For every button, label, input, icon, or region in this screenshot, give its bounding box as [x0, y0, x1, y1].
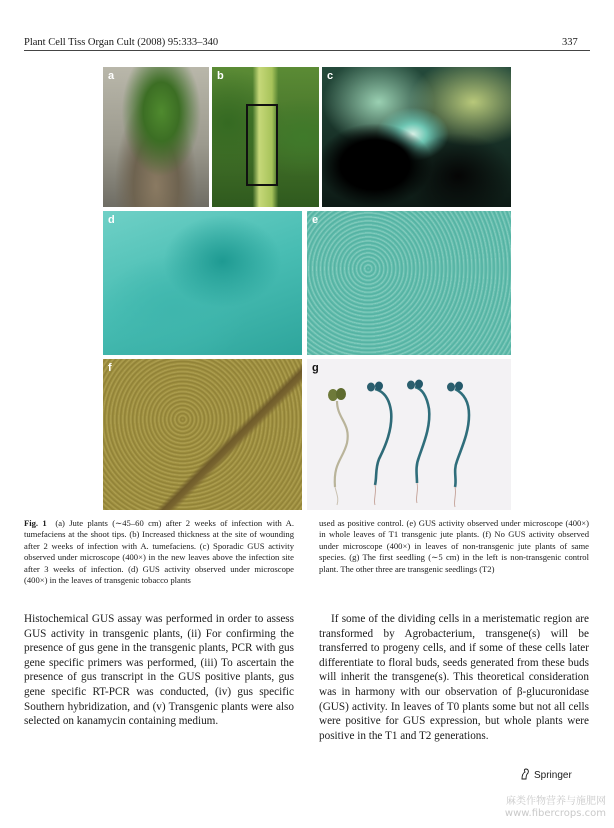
body-paragraph-right: If some of the dividing cells in a meristematic region are transformed by Agrobacterium, transgene(s) will be transferred to progeny cells, and if some of these cells later differentiate to floral buds, seeds generated from these buds will inherit the transgene(s). This theoretical consideration was in harmony with our observation of β-glucuronidase (GUS) activity. In leaves of T0 plants some but not all cells were positive for GUS expression, but whole plants were positive in the T1 and T2 generations. — [319, 613, 589, 742]
publisher-logo — [520, 768, 572, 781]
panel-label: g — [312, 362, 319, 374]
watermark — [505, 796, 606, 820]
transgenic-seedling — [367, 382, 391, 506]
transgenic-seedling — [447, 382, 469, 508]
body-paragraph-left: Histochemical GUS assay was performed in order to assess GUS activity in transgenic plants, (ii) For confirming the presence of gus gene in the transgenic plants, PCR with gus gene specific primers was performed, (iii) To ascertain the presence of gus transcript in the GUS positive plants, gus gene specific RT-PCR was conducted, (iv) gus specific Southern hybridization, and (v) Transgenic plants were also selected on kanamycin containing medium. — [24, 613, 294, 728]
figure-panel-e — [307, 211, 511, 355]
panel-label: b — [217, 70, 224, 82]
figure-panel-g — [307, 359, 511, 510]
seedlings-illustration — [307, 359, 511, 510]
figure-panel-b — [212, 67, 319, 207]
watermark-line: 麻类作物营养与施肥网 — [506, 796, 606, 807]
figure-label: Fig. 1 — [24, 518, 47, 528]
figure-panel-f — [103, 359, 302, 510]
publisher-name: Springer — [534, 770, 572, 781]
figure-caption-left — [24, 518, 294, 586]
running-header-journal: Plant Cell Tiss Organ Cult (2008) 95:333–340 — [24, 37, 219, 48]
watermark-line: www.fibercrops.com — [504, 808, 606, 819]
figure-caption-right: used as positive control. (e) GUS activity observed under microscope (400×) in whole leaves of T1 transgenic jute plants. (f) No GUS activity observed under microscope (400×) in leaves of non-transgenic jute plants of same species. (g) The first seedling (∼5 cm) in the left is non-transgenic control plant. The other three are transgenic seedlings (T2) — [319, 518, 589, 574]
panel-label: f — [108, 362, 112, 374]
caption-text: (a) Jute plants (∼45–60 cm) after 2 weeks of infection with A. tumefaciens at the shoot tips. (b) Increased thickness at the site of wounding after 2 weeks of infection with A. tumefaciens. (c) Sporadic GUS activity observed under microscope (400×) in the new leaves above the infection site after 3 weeks of infection. (d) GUS activity observed under microscope (400×) in the leaves of transgenic tobacco plants — [24, 518, 295, 586]
control-seedling — [328, 388, 348, 505]
figure-panel-a — [103, 67, 209, 207]
panel-label: d — [108, 214, 115, 226]
panel-label: a — [108, 70, 115, 82]
springer-horse-icon — [520, 768, 530, 780]
figure-panel-d — [103, 211, 302, 355]
page-number: 337 — [562, 37, 578, 48]
panel-label: c — [327, 70, 334, 82]
header-divider — [24, 50, 590, 51]
transgenic-seedling — [407, 380, 429, 504]
highlight-box — [246, 104, 278, 186]
figure-panel-c — [322, 67, 511, 207]
panel-label: e — [312, 214, 319, 226]
